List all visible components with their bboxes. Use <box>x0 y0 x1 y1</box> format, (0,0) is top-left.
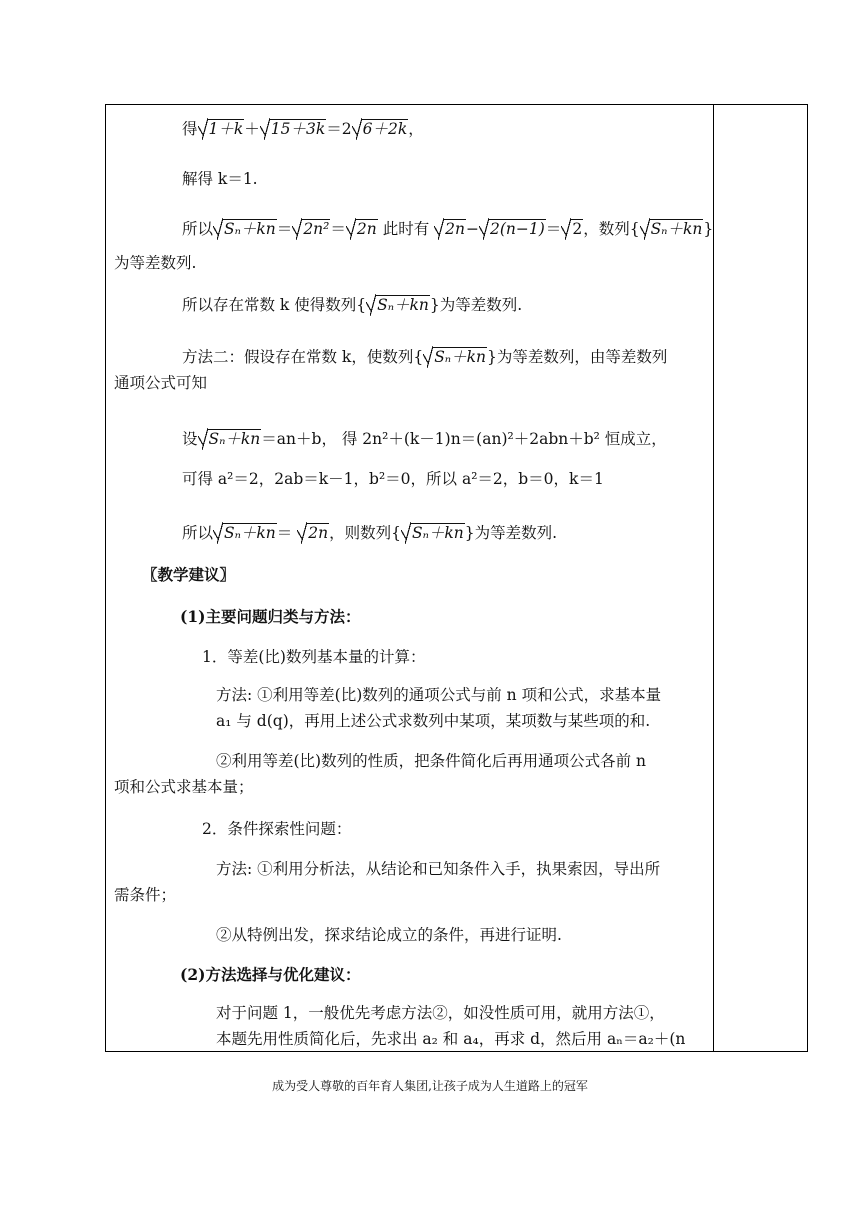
text: 所以存在常数 k 使得数列{ <box>182 296 367 314</box>
sqrt-expr <box>479 218 546 240</box>
radicand: 1＋k <box>208 120 244 138</box>
sqrt-expr <box>366 294 430 316</box>
equals: ＝ <box>276 220 293 238</box>
method2-line <box>182 346 667 368</box>
equation-line-10 <box>182 522 557 544</box>
text-line: 为等差数列. <box>114 254 197 272</box>
item-1-method-1-cont: a₁ 与 d(q)，再用上述公式求数列中某项，某项数与某些项的和. <box>216 712 651 730</box>
equation-line-8 <box>182 428 667 450</box>
radicand: 2 <box>572 220 583 238</box>
radicand: 6＋2k <box>362 120 408 138</box>
text: ，则数列{ <box>329 524 401 542</box>
table-column-divider <box>713 104 714 1052</box>
item-2-method-2: ②从特例出发，探求结论成立的条件，再进行证明. <box>216 926 562 944</box>
equation-line-3 <box>182 218 713 240</box>
equation-line-1 <box>182 118 424 140</box>
section-2-heading: (2)方法选择与优化建议： <box>180 965 361 984</box>
text: 得 <box>182 120 198 138</box>
radicand: Sₙ＋kn <box>377 296 429 314</box>
sqrt-expr <box>640 218 704 240</box>
optimization-text: 对于问题 1，一般优先考虑方法②，如没性质可用，就用方法①， <box>216 1004 665 1022</box>
item-2-method-1-cont: 需条件； <box>114 886 177 904</box>
teaching-advice-heading: 〖教学建议〗 <box>142 565 236 584</box>
text: 方法二：假设存在常数 k，使数列{ <box>182 348 424 366</box>
brace: } <box>703 220 714 238</box>
equals: ＝2 <box>326 120 352 138</box>
item-1-method-2: ②利用等差(比)数列的性质，把条件简化后再用通项公式各前 n <box>216 752 647 770</box>
sqrt-expr <box>198 118 245 140</box>
radicand: 2n <box>445 220 465 238</box>
sqrt-expr <box>260 118 326 140</box>
equals: ＝ <box>330 220 346 238</box>
text: }为等差数列，由等差数列 <box>486 348 668 366</box>
radicand: Sₙ＋kn <box>208 430 261 448</box>
text: ＝an＋b， 得 2n²＋(k－1)n＝(an)²＋2abn＋b² 恒成立， <box>261 430 667 448</box>
text: 设 <box>182 430 198 448</box>
sqrt-expr <box>213 218 277 240</box>
text: 所以 <box>182 524 214 542</box>
radicand: Sₙ＋kn <box>434 348 486 366</box>
radicand: Sₙ＋kn <box>224 220 276 238</box>
sqrt-expr <box>352 118 409 140</box>
item-1-title: 1．等差(比)数列基本量的计算： <box>202 648 426 666</box>
text: ，数列{ <box>583 220 640 238</box>
table-cell-content <box>106 104 712 1050</box>
equals: ＝ <box>545 220 562 238</box>
text: 所以 <box>182 220 214 238</box>
section-1-heading: (1)主要问题归类与方法： <box>180 607 361 626</box>
radicand: Sₙ＋kn <box>411 524 464 542</box>
item-2-method-1: 方法: ①利用分析法，从结论和已知条件入手，执果索因，导出所 <box>216 860 661 878</box>
conclusion-line <box>182 294 522 316</box>
text: }为等差数列. <box>429 296 523 314</box>
item-1-method-1: 方法: ①利用等差(比)数列的通项公式与前 n 项和公式，求基本量 <box>216 686 662 704</box>
radicand: 2n <box>356 220 377 238</box>
equals: ＝ <box>276 524 293 542</box>
comma: ， <box>408 120 424 138</box>
radicand: Sₙ＋kn <box>224 524 276 542</box>
radicand: 2n <box>308 524 329 542</box>
radicand: 2n² <box>303 220 330 238</box>
optimization-text-cont: 本题先用性质简化后，先求出 a₂ 和 a₄，再求 d，然后用 aₙ＝a₂＋(n <box>216 1030 686 1048</box>
text-line: 通项公式可知 <box>114 374 208 392</box>
radicand: 15＋3k <box>270 120 326 138</box>
sqrt-expr <box>561 218 583 240</box>
equation-line-9: 可得 a²＝2，2ab＝k－1，b²＝0，所以 a²＝2，b＝0，k＝1 <box>182 470 604 488</box>
sqrt-expr <box>297 522 329 544</box>
solve-line: 解得 k＝1. <box>182 170 258 188</box>
sqrt-expr <box>423 346 487 368</box>
minus: − <box>466 220 479 238</box>
sqrt-expr <box>198 428 262 450</box>
sqrt-expr <box>401 522 465 544</box>
plus: ＋ <box>244 120 260 138</box>
sqrt-expr <box>346 218 378 240</box>
radicand: 2(n−1) <box>490 220 545 238</box>
sqrt-expr <box>434 218 466 240</box>
sqrt-expr <box>213 522 277 544</box>
radicand: Sₙ＋kn <box>650 220 703 238</box>
item-1-method-2-cont: 项和公式求基本量； <box>114 778 254 796</box>
page-footer: 成为受人尊敬的百年育人集团,让孩子成为人生道路上的冠军 <box>272 1079 588 1093</box>
text: 此时有 <box>382 220 430 238</box>
text: }为等差数列. <box>464 524 558 542</box>
sqrt-expr <box>292 218 330 240</box>
item-2-title: 2．条件探索性问题： <box>202 820 352 838</box>
